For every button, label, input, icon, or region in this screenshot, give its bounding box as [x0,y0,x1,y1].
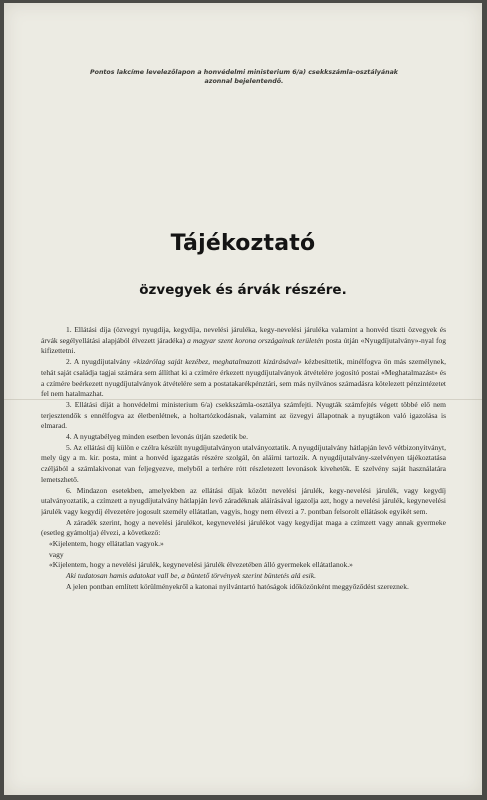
paragraph-1-italic: a magyar szent korona országainak területén [187,335,324,345]
document-sheet [4,3,482,795]
document-subtitle: özvegyek és árvák részére. [139,282,347,298]
paragraph-1-text: 1. Ellátási díja (özvegyi nyugdíja, kegydíja, nevelési járuléka, kegy-nevelési járuléka valamint a honvéd tiszti özvegyek és árvák segélyellátási alapjából élvezett járadéka) [41,325,446,345]
notice-line-1: Pontos lakcíme levelezőlapon a honvédelmi ministerium 6/a) csekkszámla-osztályának [90,69,398,76]
warning-line: Aki tudatosan hamis adatokat vall be, a büntető törvények szerint büntetés alá esik. [66,571,316,581]
document-title: Tájékoztató [170,231,316,256]
paragraph-8: A jelen pontban említett körülményekről a katonai nyilvántartó hatóságok időközönként meggyőződést szereznek. [66,581,409,591]
paragraph-1-end: posta útján «Nyugdíjutalvány»-nyal fog kifizettetni. [41,335,446,356]
notice-line-2: azonnal bejelentendő. [204,78,284,85]
address-notice [44,68,444,86]
paragraph-2-start: 2. A nyugdíjutalvány [66,357,131,367]
paragraph-3: 3. Ellátási díját a honvédelmi ministerium 6/a) csekkszámla-osztálya számfejti. Nyugták számfejtés végett többé elő nem terjesztendők s ennélfogva az életbenlétnek, a holtartózkodásnak, valamint az özvegyi állapotnak a nyugtákon való igazolása is elmarad. [41,399,446,431]
paragraph-7: A záradék szerint, hogy a nevelési járulékot, kegynevelési járulékot vagy kegydíjat maga a czímzett vagy annak gyermeke (esetleg gyámoltja) élvezi, a következő: [41,517,446,538]
paragraph-5: 5. Az ellátási díj külön e czélra készült nyugdíjutalványon utalványoztatik. A nyugdíjutalvány hátlapján levő vétbizonyítványt, mely úgy a m. kir. posta, mint a honvéd igazgatás részére szolgál, ön aláírni tartozik. A nyugdíjutalvány-szelvényen tájékoztatása czéljából a számlakivonat van feljegyezve, melyből a terhére rótt részletezett levonások kivehetők. E szelvény saját használatára lemetszhető. [41,442,446,484]
paragraph-2-italic: «kizárólag saját kezébez, meghatalmazott kizárásával» [133,357,302,367]
declaration-1: «Kijelentem, hogy ellátatlan vagyok.» [49,539,164,549]
paragraph-6: 6. Mindazon esetekben, amelyekben az ellátási díjak között nevelési járulék, kegy-nevelési járulék, vagy kegydíj utalványoztatik, a czímzett a nyugdíjutalvány hátlapján levő záradéknak aláírásával igazolja azt, hogy a nevelési járulék, kegynevelési járulék vagy kegydíj élvezetére jogosult személy ellátatlan, vagyis, hogy nem élvezi a 7. pontban felsorolt ellátások egyikét sem. [41,485,446,516]
paragraph-4: 4. A nyugtabélyeg minden esetben levonás útján szedetik be. [66,432,249,442]
declaration-2: «Kijelentem, hogy a nevelési járulék, kegynevelési járulék élvezetében álló gyermekek ellátatlanok.» [49,560,353,570]
paragraph-2-text: kézbesíttetik, minélfogva ön más személynek, tehát saját családja tagjai számára sem állíthat ki a czímére érkezett nyugdíjutalványok átvételére jogosító postai «Meghatalmazást» és a czímére beérkezett nyugdíjutalványok átvételére sem a postatakarékpénztári, sem más nyilvános számadásra kötelezett pénzintézetet fel nem hatalmazhat. [41,357,446,399]
document-body [41,325,446,765]
paragraph-1 [41,325,446,357]
paragraph-2 [41,357,446,400]
declaration-or: vagy [49,549,64,559]
